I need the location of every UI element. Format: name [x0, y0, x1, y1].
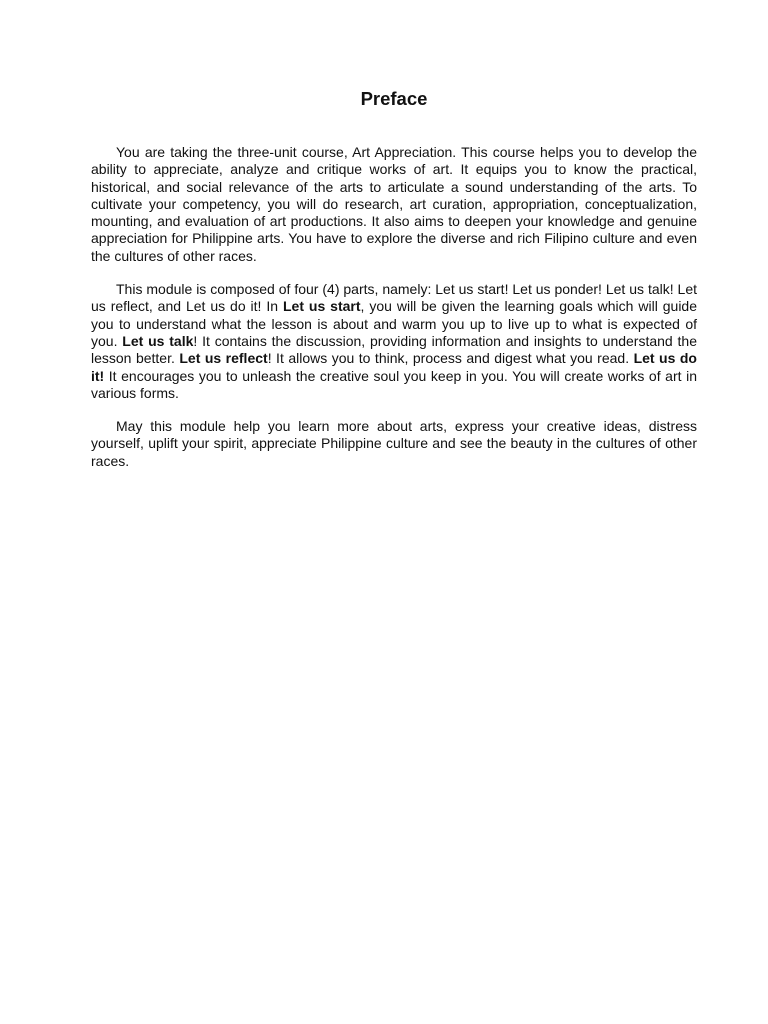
bold-let-us-do-it: Let us do it!: [91, 350, 697, 384]
paragraph-intro: You are taking the three-unit course, Art Appreciation. This course helps you to develop the ability to appreciate, analyze and critique works of art. It equips you to know the practical, historical, and social relevance of the arts to articulate a sound understanding of the arts. To cultivate your competency, you will do research, art curation, appropriation, conceptualization, mounting, and evaluation of art productions. It also aims to deepen your knowledge and genuine appreciation for Philippine arts. You have to explore the diverse and rich Filipino culture and even the cultures of other races.: [91, 144, 697, 264]
paragraph-text: ! It allows you to think, process and digest what you read.: [267, 350, 634, 367]
paragraph-text: It encourages you to unleash the creative soul you keep in you. You will create works of art in various forms.: [91, 367, 697, 401]
paragraph-text: , you will be given the learning goals which will guide you to understand what the lesson is about and warm you up to live up to what is expected of you.: [91, 298, 697, 349]
paragraph-text: This module is composed of four (4) parts, namely: Let us start! Let us ponder! Let us talk! Let us reflect, and Let us do it! In: [91, 281, 697, 315]
document-page: [91, 86, 697, 470]
bold-let-us-start: Let us start: [282, 298, 361, 315]
paragraph-module-parts: [91, 281, 697, 402]
page-title: Preface: [360, 88, 428, 109]
paragraph-closing: May this module help you learn more about arts, express your creative ideas, distress yourself, uplift your spirit, appreciate Philippine culture and see the beauty in the cultures of other races.: [91, 418, 697, 469]
bold-let-us-talk: Let us talk: [122, 332, 194, 349]
paragraph-text: ! It contains the discussion, providing information and insights to understand the lesson better.: [91, 332, 697, 367]
bold-let-us-reflect: Let us reflect: [179, 350, 268, 367]
